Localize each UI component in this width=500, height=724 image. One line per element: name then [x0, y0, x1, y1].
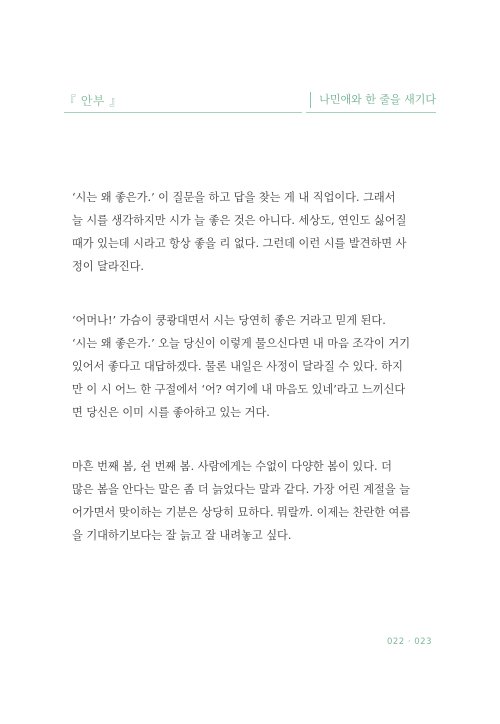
- paragraph-line: ‘시는 왜 좋은가.’ 오늘 당신이 이렇게 물으신다면 내 마음 조각이 거기: [72, 337, 411, 350]
- chapter-title: 나민애와 한 줄을 새기다: [310, 92, 436, 108]
- paragraph-line: 있어서 좋다고 대답하겠다. 물론 내일은 사정이 달라질 수 있다. 하지: [72, 360, 403, 373]
- body-text: [72, 186, 432, 578]
- page-number: 022 · 023: [386, 637, 432, 647]
- paragraph-line: 늘 시를 생각하지만 시가 늘 좋은 것은 아니다. 세상도, 연인도 싫어질: [72, 214, 407, 227]
- header-rule-left: [64, 112, 302, 113]
- paragraph-line: 마흔 번째 봄, 쉰 번째 봄. 사람에게는 수없이 다양한 봄이 있다. 더: [72, 460, 392, 473]
- paragraph-line: ‘어머나!’ 가슴이 쿵쾅대면서 시는 당연히 좋은 거라고 믿게 된다.: [72, 314, 386, 327]
- running-header: [64, 92, 436, 116]
- paragraph-line: 정이 달라진다.: [72, 260, 144, 273]
- header-rule-right: [306, 112, 436, 113]
- paragraph-line: 많은 봄을 안다는 말은 좀 더 늙었다는 말과 같다. 가장 어린 계절을 늘: [72, 483, 411, 496]
- paragraph-line: 면 당신은 이미 시를 좋아하고 있는 거다.: [72, 406, 270, 419]
- paragraph-line: 때가 있는데 시라고 항상 좋을 리 없다. 그런데 이런 시를 발견하면 사: [72, 237, 407, 250]
- paragraph-2: [72, 309, 432, 424]
- paragraph-3: [72, 455, 432, 547]
- paragraph-line: 어가면서 맞이하는 기분은 상당히 묘하다. 뭐랄까. 이제는 찬란한 여름: [72, 506, 411, 519]
- section-title: 『 안부 』: [64, 94, 122, 108]
- paragraph-line: 을 기대하기보다는 잘 늙고 잘 내려놓고 싶다.: [72, 529, 292, 542]
- paragraph-line: 만 이 시 어느 한 구절에서 ‘어? 여기에 내 마음도 있네’라고 느끼신다: [72, 383, 406, 396]
- paragraph-line: ‘시는 왜 좋은가.’ 이 질문을 하고 답을 찾는 게 내 직업이다. 그래서: [72, 191, 396, 204]
- paragraph-1: [72, 186, 432, 278]
